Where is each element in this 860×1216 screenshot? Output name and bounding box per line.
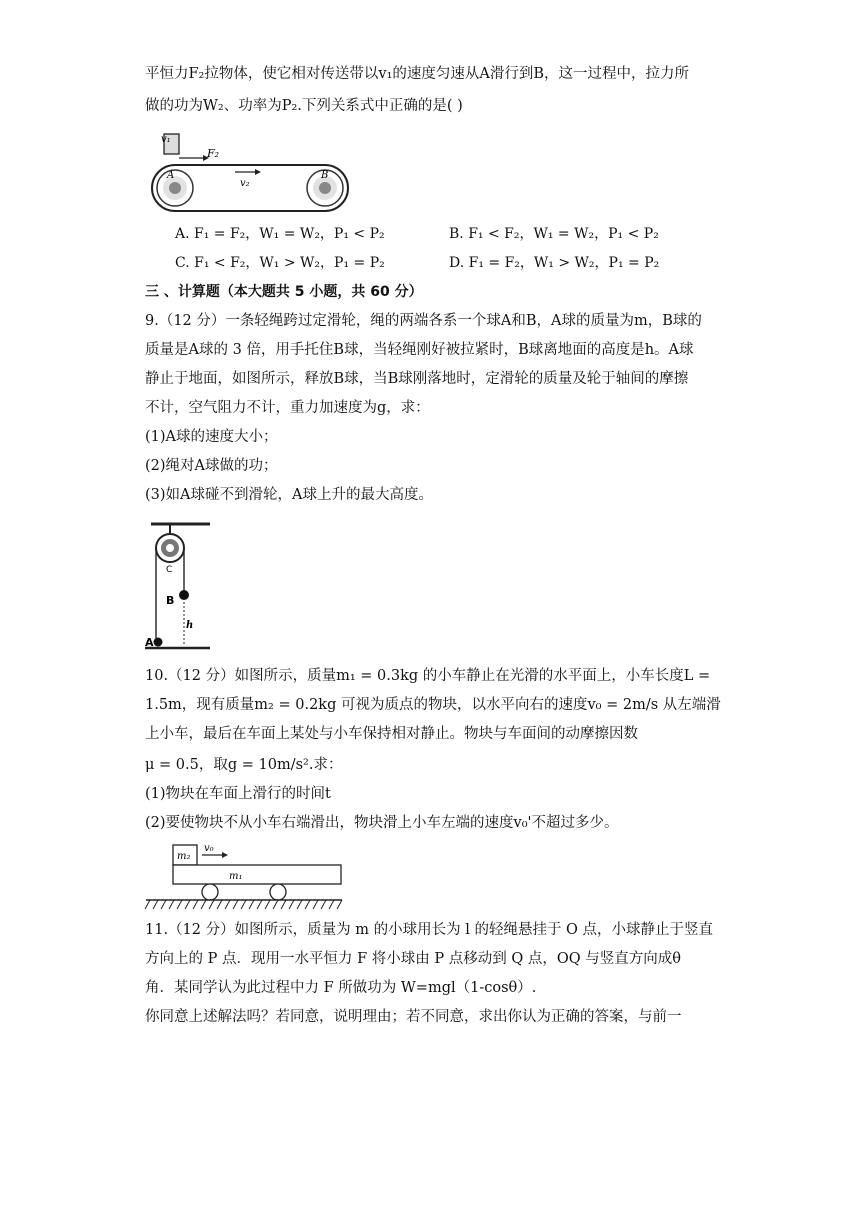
cart-m1-label: m₁ <box>229 871 243 882</box>
option-c: C. F₁ < F₂，W₁ > W₂，P₁ = P₂ <box>175 255 385 271</box>
v2-label: v₂ <box>240 178 250 189</box>
option-a: A. F₁ = F₂，W₁ = W₂，P₁ < P₂ <box>175 226 385 242</box>
q11-text-line: 11.（12 分）如图所示，质量为 m 的小球用长为 l 的轻绳悬挂于 O 点，小球静止于竖直 <box>145 922 714 938</box>
section-heading: 三 、计算题（本大题共 5 小题，共 60 分） <box>145 284 423 300</box>
q8-text-line: 平恒力F₂拉物体，使它相对传送带以v₁的速度匀速从A滑行到B，这一过程中，拉力所 <box>145 66 690 82</box>
q10-text-line: μ = 0.5，取g = 10m/s².求： <box>145 757 343 773</box>
q9-text-line: 静止于地面，如图所示，释放B球，当B球刚落地时，定滑轮的质量及轮于轴间的摩擦 <box>145 371 689 387</box>
pulley-b-label: B <box>321 170 329 181</box>
f2-label: F₂ <box>207 147 220 160</box>
ball-b-label: B <box>166 594 175 607</box>
pulley-c-label: C <box>166 565 173 575</box>
q10-text-line: 10.（12 分）如图所示，质量m₁ = 0.3kg 的小车静止在光滑的水平面上，小车长度L = <box>145 668 711 684</box>
q9-subquestion: (1)A球的速度大小； <box>145 429 278 445</box>
q10-text-line: 上小车，最后在车面上某处与小车保持相对静止。物块与车面间的动摩擦因数 <box>145 726 638 742</box>
pulley-a-label: A <box>167 170 175 181</box>
height-h-label: h <box>186 620 194 631</box>
ball-a-label: A <box>145 636 154 649</box>
q10-subquestion: (2)要使物块不从小车右端滑出，物块滑上小车左端的速度v₀'不超过多少。 <box>145 815 619 831</box>
block-m2-label: m₂ <box>177 851 191 862</box>
option-b: B. F₁ < F₂，W₁ = W₂，P₁ < P₂ <box>449 226 659 242</box>
option-d: D. F₁ = F₂，W₁ > W₂，P₁ = P₂ <box>449 255 660 271</box>
q9-text-line: 不计，空气阻力不计，重力加速度为g，求： <box>145 400 430 416</box>
q11-text-line: 角．某同学认为此过程中力 F 所做功为 W=mgl（1-cosθ）. <box>145 980 537 996</box>
conveyor-belt-figure <box>145 130 360 215</box>
q10-subquestion: (1)物块在车面上滑行的时间t <box>145 786 331 802</box>
cart-figure <box>144 842 344 914</box>
q9-text-line: 9.（12 分）一条轻绳跨过定滑轮，绳的两端各系一个球A和B，A球的质量为m，B球的 <box>145 313 702 329</box>
v0-label: v₀ <box>204 843 214 854</box>
pulley-figure <box>144 518 214 653</box>
q9-text-line: 质量是A球的 3 倍，用手托住B球，当轻绳刚好被拉紧时，B球离地面的高度是h。A球 <box>145 342 694 358</box>
q10-text-line: 1.5m，现有质量m₂ = 0.2kg 可视为质点的物块，以水平向右的速度v₀ = 2m/s 从左端滑 <box>145 697 721 713</box>
q8-text-line: 做的功为W₂、功率为P₂.下列关系式中正确的是( ) <box>145 98 463 114</box>
q11-text-line: 方向上的 P 点．现用一水平恒力 F 将小球由 P 点移动到 Q 点，OQ 与竖直方向成θ <box>145 951 681 967</box>
q9-subquestion: (2)绳对A球做的功； <box>145 458 278 474</box>
v1-label: v₁ <box>161 134 171 145</box>
q9-subquestion: (3)如A球碰不到滑轮，A球上升的最大高度。 <box>145 487 433 503</box>
q11-text-line: 你同意上述解法吗？若同意，说明理由；若不同意，求出你认为正确的答案，与前一 <box>145 1009 682 1025</box>
